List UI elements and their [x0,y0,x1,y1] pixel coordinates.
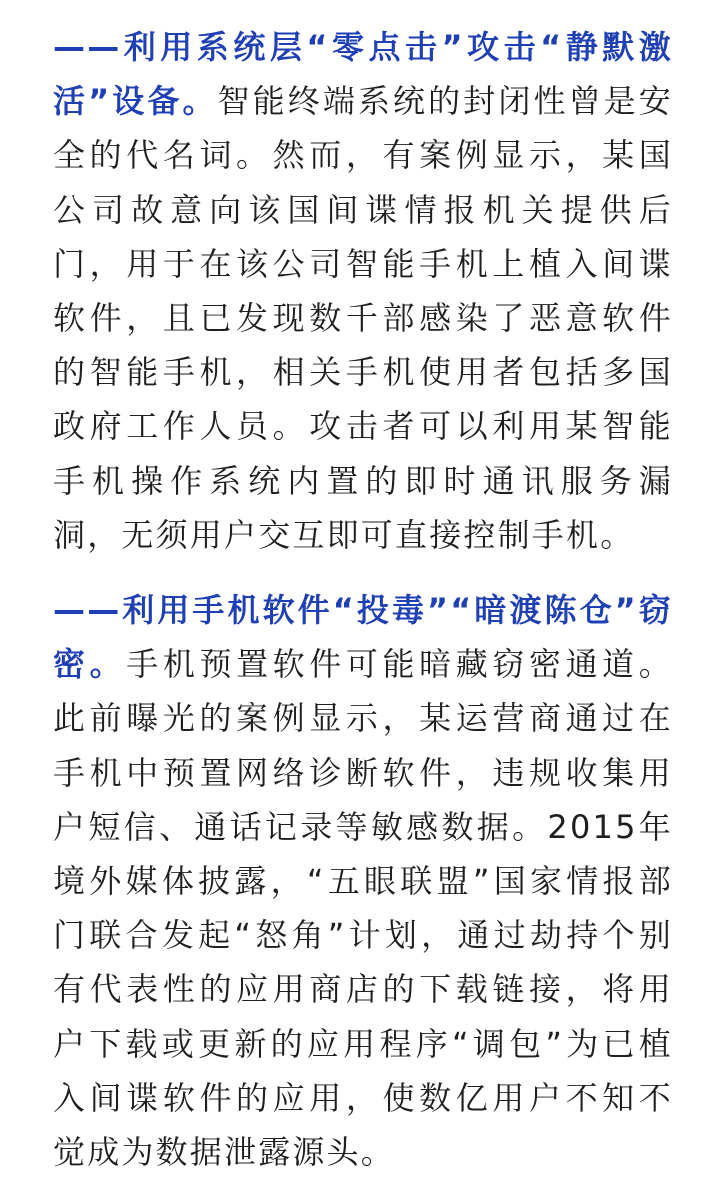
text-line [53,800,673,854]
body-text: 户下载或更新的应用程序“调包”为已植 [53,1024,673,1063]
paragraph-app-poisoning [53,583,673,1179]
body-text: 软件，且已发现数千部感染了恶意软件 [53,299,673,338]
text-line [53,637,673,691]
text-line [53,746,673,800]
body-text: 门联合发起“怒角”计划，通过劫持个别 [53,916,673,955]
text-line [53,854,673,908]
body-text: 政府工作人员。攻击者可以利用某智能 [53,407,673,446]
text-line [53,128,673,182]
text-line [53,454,673,508]
text-line [53,583,673,637]
body-text: 公司故意向该国间谍情报机关提供后 [53,190,673,229]
body-text: 的智能手机，相关手机使用者包括多国 [53,353,673,392]
text-line [53,183,673,237]
text-line [53,1017,673,1071]
paragraph-zero-click-attack [53,20,673,562]
body-text: 有代表性的应用商店的下载链接，将用 [53,970,673,1009]
text-line [53,20,673,74]
section-heading: ——利用系统层“零点击”攻击“静默激 [53,28,673,66]
body-text: 入间谍软件的应用，使数亿用户不知不 [53,1078,673,1117]
text-line [53,74,673,128]
body-text: 手机操作系统内置的即时通讯服务漏 [53,461,673,500]
body-text: 洞，无须用户交互即可直接控制手机。 [53,515,635,554]
body-text: 手机中预置网络诊断软件，违规收集用 [53,753,673,792]
text-line [53,691,673,745]
text-line [53,962,673,1016]
body-text: 智能终端系统的封闭性曾是安 [217,82,673,121]
text-line [53,345,673,399]
body-text: 户短信、通话记录等敏感数据。2015年 [53,807,673,846]
text-line [53,908,673,962]
section-heading: 活”设备。 [53,82,218,121]
section-heading: ——利用手机软件“投毒”“暗渡陈仓”窃 [53,591,673,629]
text-line [53,237,673,291]
body-text: 觉成为数据泄露源头。 [53,1133,396,1172]
body-text: 全的代名词。然而，有案例显示，某国 [53,136,673,175]
section-heading: 密。 [53,645,127,684]
body-text: 手机预置软件可能暗藏窃密通道。 [126,645,673,684]
text-line [53,1071,673,1125]
text-line [53,508,673,562]
body-text: 此前曝光的案例显示，某运营商通过在 [53,699,673,738]
body-text: 门，用于在该公司智能手机上植入间谍 [53,244,673,283]
text-line [53,399,673,453]
text-line [53,291,673,345]
text-line [53,1125,673,1179]
body-text: 境外媒体披露，“五眼联盟”国家情报部 [53,862,673,901]
